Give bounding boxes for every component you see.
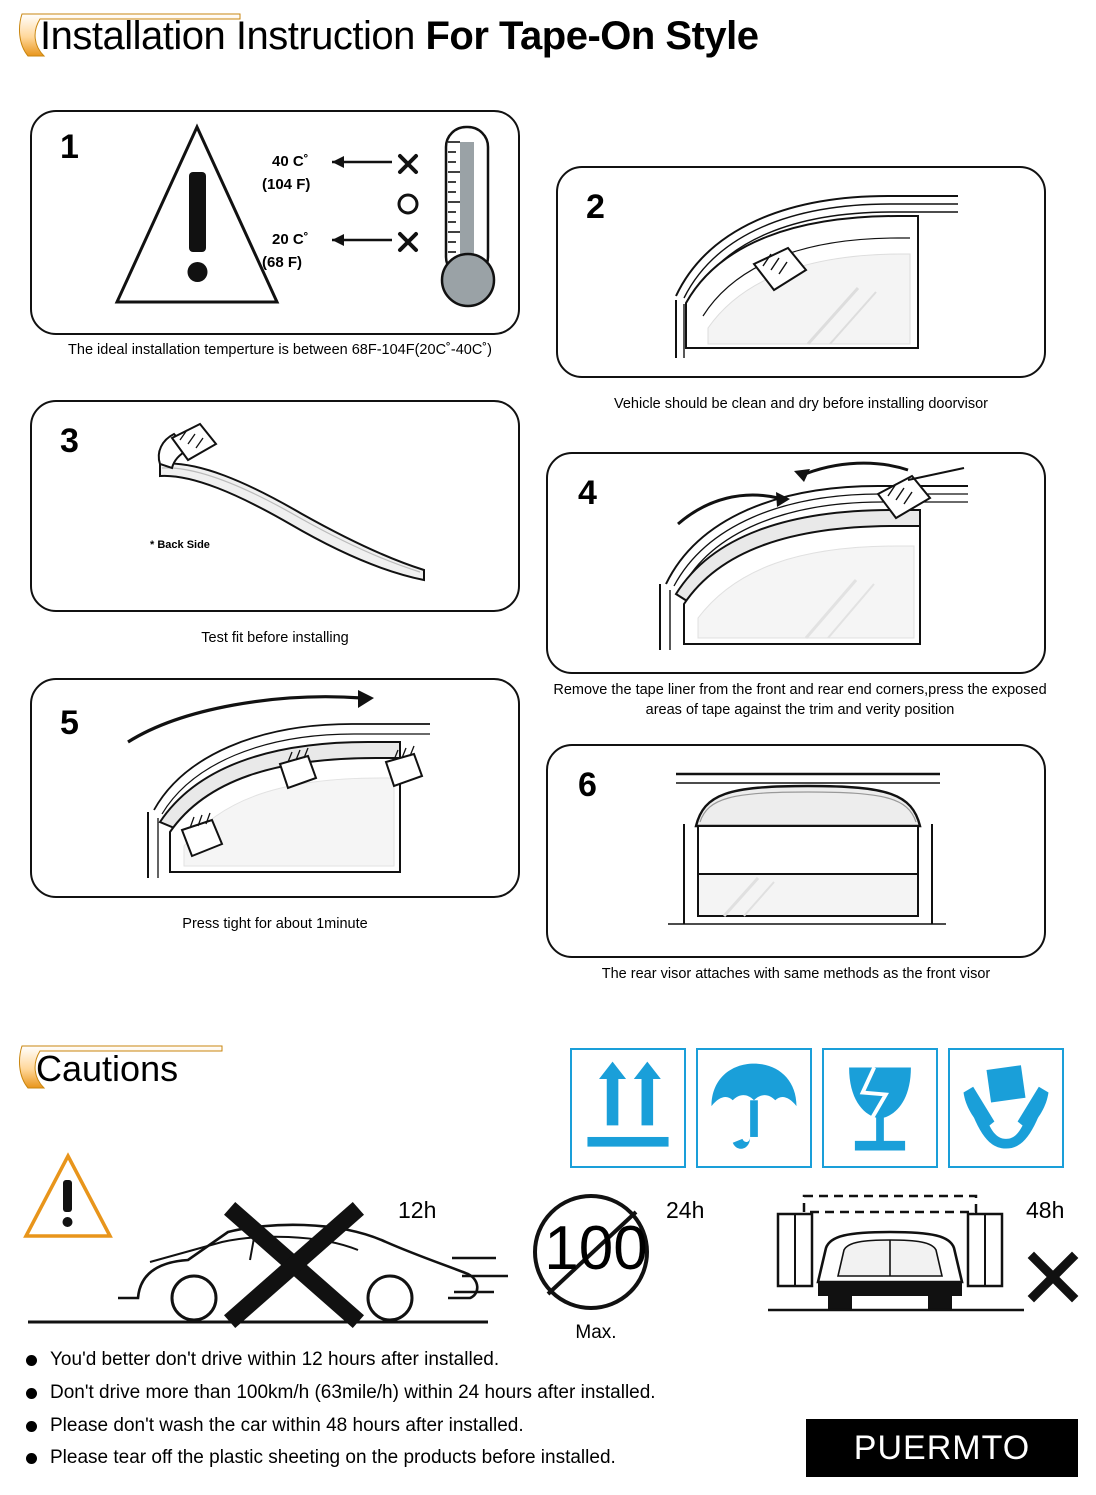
bullet-text: You'd better don't drive within 12 hours after installed. [50,1349,500,1370]
shipping-icon-box-this-way-up [570,1048,686,1168]
bullet-text: Please tear off the plastic sheeting on the products before installed. [50,1447,616,1469]
step-number-6: 6 [578,766,597,804]
step-5-caption: Press tight for about 1minute [182,916,368,932]
list-item [18,1414,798,1438]
cautions-bullet-list [18,1348,798,1479]
step-panel-6 [546,744,1046,958]
bullet-icon [26,1453,37,1464]
no-driving-12h-illustration [18,1150,538,1340]
step-2-illustration [558,168,1048,380]
speed-duration-label: 24h [666,1197,705,1223]
cautions-title: Cautions [36,1048,179,1089]
page-title-part2: For Tape-On Style [425,14,759,58]
no-car-wash-48h-illustration [756,1190,1036,1320]
step-5-illustration [32,680,522,900]
bullet-text: Don't drive more than 100km/h (63mile/h) within 24 hours after installed. [50,1381,656,1403]
step-6-caption: The rear visor attaches with same methods as the front visor [601,966,991,982]
bullet-icon [26,1355,37,1366]
step-1-caption: The ideal installation temperture is between 68F-104F(20C˚-40C˚) [68,342,492,358]
step-3-illustration [32,402,522,614]
speed-limit-max-label: Max. [575,1322,617,1343]
page-title [40,14,759,59]
handle-with-care-icon [950,1050,1062,1166]
bullet-text: Please don't wash the car within 48 hours after installed. [50,1414,524,1436]
step-number-5: 5 [60,704,79,742]
step-panel-2 [556,166,1046,378]
step-3-caption: Test fit before installing [201,630,349,646]
step-6-illustration [548,746,1048,960]
page-header [18,8,1078,70]
keep-dry-umbrella-icon [698,1050,810,1166]
step-4-caption: Remove the tape liner from the front and rear end corners,press the exposed areas of tape against the trim and verity position [553,682,1047,718]
step-panel-5 [30,678,520,898]
step-4-illustration [548,454,1048,676]
no-drive-duration-label: 12h [398,1197,437,1223]
shipping-icon-box-fragile [822,1048,938,1168]
brand-logo: PUERMTO [806,1419,1078,1477]
no-wash-duration-label: 48h [1026,1197,1065,1223]
step-2-caption: Vehicle should be clean and dry before installing doorvisor [613,396,988,412]
bullet-icon [26,1388,37,1399]
list-item [18,1348,798,1372]
step-panel-4 [546,452,1046,674]
step-number-4: 4 [578,474,597,512]
step-panel-1 [30,110,520,335]
step-panel-3 [30,400,520,612]
bullet-icon [26,1421,37,1432]
fragile-glass-icon [824,1050,936,1166]
step-number-3: 3 [60,422,79,460]
list-item [18,1446,798,1470]
no-wash-cross-icon [1026,1250,1080,1304]
step-number-1: 1 [60,128,79,166]
shipping-icon-box-keep-dry [696,1048,812,1168]
step-1-hot-celsius: 40 C˚ [272,153,309,170]
list-item [18,1381,798,1405]
step-1-cold-fahrenheit: (68 F) [262,254,303,271]
speed-limit-value: 100 [544,1214,648,1283]
step-3-back-side-label: * Back Side [150,539,210,551]
step-1-illustration [32,112,522,337]
step-number-2: 2 [586,188,605,226]
page-title-part1: Installation Instruction [40,14,426,58]
step-1-cold-celsius: 20 C˚ [272,231,309,248]
this-way-up-icon [572,1050,684,1166]
shipping-icon-box-handle-with-care [948,1048,1064,1168]
step-1-hot-fahrenheit: (104 F) [262,176,311,193]
